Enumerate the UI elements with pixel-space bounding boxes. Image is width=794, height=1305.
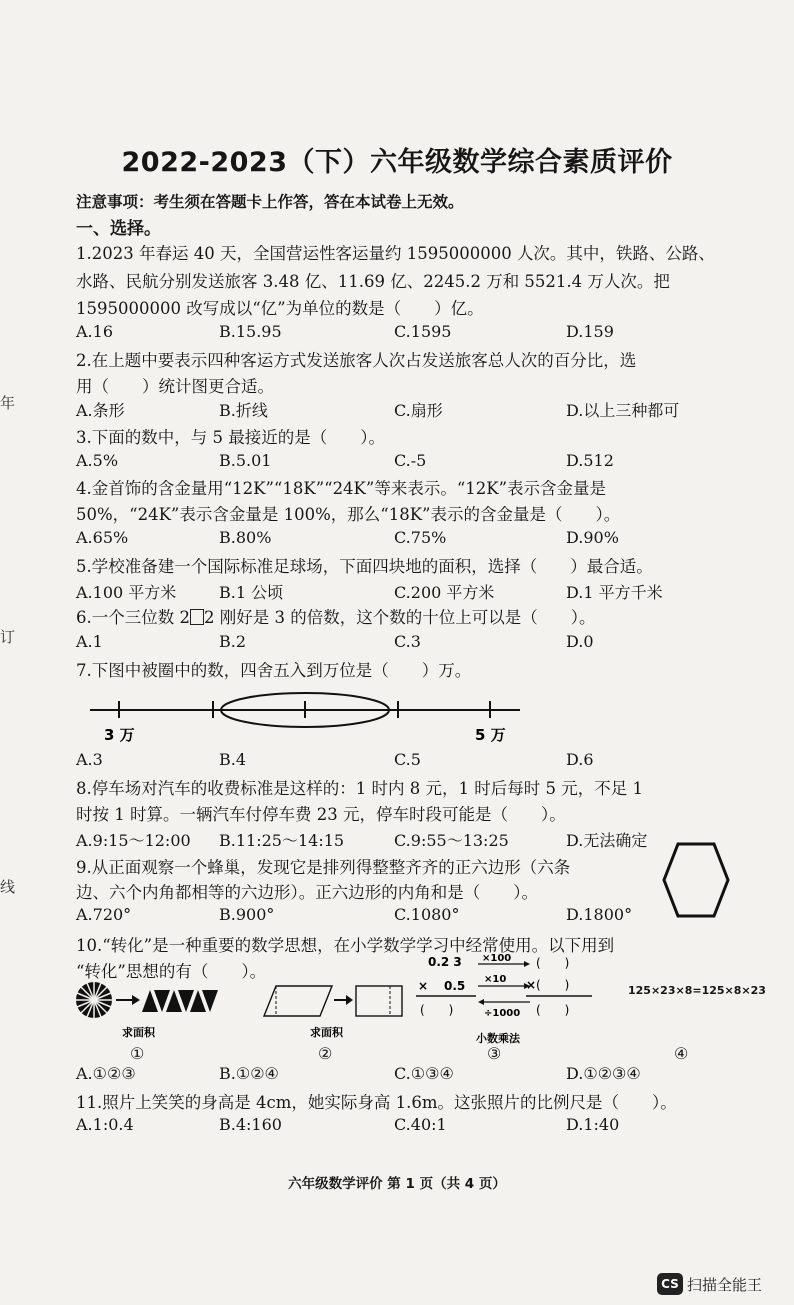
q3-option-c[interactable]: C.-5: [394, 451, 427, 470]
q1-line-2: 水路、民航分别发送旅客 3.48 亿、11.69 亿、2245.2 万和 5521.4 万人次。把: [76, 272, 670, 291]
q6-option-b[interactable]: B.2: [219, 632, 247, 651]
q7-label-left: 3 万: [104, 726, 135, 744]
arrow-head-icon: [524, 961, 530, 967]
q9-option-b[interactable]: B.900°: [219, 905, 275, 924]
q2-option-c[interactable]: C.扇形: [394, 401, 443, 420]
fig3-op3: ÷1000: [484, 1008, 521, 1019]
q6-option-d[interactable]: D.0: [566, 632, 594, 651]
fig3-op2: ×10: [484, 974, 507, 985]
q10-marker-4: ④: [674, 1044, 689, 1063]
hexagon-icon: [664, 844, 728, 916]
rectangle-icon: [356, 986, 402, 1016]
q10-fig1-caption: 求面积: [122, 1026, 155, 1039]
q5-option-d[interactable]: D.1 平方千米: [566, 583, 663, 602]
fig3-paren-left: ( ): [420, 1003, 454, 1017]
q3-option-b[interactable]: B.5.01: [219, 451, 272, 470]
q9-option-d[interactable]: D.1800°: [566, 905, 633, 924]
arrow-head-icon: [346, 995, 353, 1005]
q8-line-1: 8.停车场对汽车的收费标准是这样的：1 时内 8 元，1 时后每时 5 元，不足 1: [76, 779, 643, 798]
fig3-num2: 0.5: [444, 979, 466, 993]
q7-label-right: 5 万: [475, 726, 506, 744]
fig3-paren-3: ( ): [536, 1003, 570, 1017]
q1-option-b[interactable]: B.15.95: [219, 322, 282, 341]
q7-option-a[interactable]: A.3: [76, 750, 103, 769]
q6-options: [76, 632, 716, 654]
q7-option-b[interactable]: B.4: [219, 750, 247, 769]
q5-option-a[interactable]: A.100 平方米: [76, 583, 177, 602]
q9-option-a[interactable]: A.720°: [76, 905, 132, 924]
q2-line-1: 2.在上题中要表示四种客运方式发送旅客人次占发送旅客总人次的百分比，选: [76, 351, 637, 370]
q2-options: [76, 398, 716, 420]
circle-sector-lines: [76, 982, 112, 1018]
q11-option-a[interactable]: A.1:0.4: [76, 1115, 134, 1134]
arrow-head-icon: [132, 995, 140, 1005]
q7-option-d[interactable]: D.6: [566, 750, 594, 769]
fig3-num1: 0.2 3: [428, 955, 462, 969]
q8-option-a[interactable]: A.9:15～12:00: [76, 831, 191, 850]
q6-option-a[interactable]: A.1: [76, 632, 103, 651]
q6-text-post: 2 刚好是 3 的倍数，这个数的十位上可以是（ ）。: [204, 608, 596, 627]
fig3-paren-1: ( ): [536, 956, 570, 970]
parallelogram-icon: [264, 986, 332, 1016]
q9-options: [76, 905, 716, 927]
q4-line-1: 4.金首饰的含金量用“12K”“18K”“24K”等来表示。“12K”表示含金量是: [76, 479, 607, 498]
q9-line-2: 边、六个内角都相等的六边形）。正六边形的内角和是（ ）。: [76, 883, 538, 902]
q7-number-line: [90, 690, 530, 746]
edge-char-3: 线: [0, 878, 16, 896]
q5-option-b[interactable]: B.1 公顷: [219, 583, 284, 602]
scanner-brand-name: 扫描全能王: [687, 1275, 763, 1294]
hexagon-figure: [660, 840, 732, 920]
page-title: 2022-2023（下）六年级数学综合素质评价: [121, 147, 673, 178]
sawtooth-parallelogram-icon: [142, 990, 218, 1012]
q10-options: [76, 1064, 716, 1086]
q10-marker-2: ②: [318, 1044, 333, 1063]
q3-line-1: 3.下面的数中，与 5 最接近的是（ ）。: [76, 428, 385, 447]
q7-options: [76, 750, 716, 772]
q1-line-3: 1595000000 改写成以“亿”为单位的数是（ ）亿。: [76, 299, 484, 318]
q10-marker-3: ③: [487, 1044, 502, 1063]
q6-line-1: [76, 604, 736, 628]
scanner-watermark: [657, 1271, 762, 1297]
q11-options: [76, 1115, 716, 1137]
q10-marker-1: ①: [130, 1044, 145, 1063]
q11-option-d[interactable]: D.1:40: [566, 1115, 620, 1134]
q4-option-c[interactable]: C.75%: [394, 528, 447, 547]
q1-option-d[interactable]: D.159: [566, 322, 614, 341]
q10-fig4-formula: 125×23×8=125×8×23: [628, 984, 766, 997]
q7-option-c[interactable]: C.5: [394, 750, 421, 769]
q8-option-d[interactable]: D.无法确定: [566, 831, 648, 850]
q6-option-c[interactable]: C.3: [394, 632, 421, 651]
q8-option-c[interactable]: C.9:55～13:25: [394, 831, 509, 850]
q2-line-2: 用（ ）统计图更合适。: [76, 377, 274, 396]
fig3-times-1: ×: [418, 979, 429, 993]
q2-option-b[interactable]: B.折线: [219, 401, 268, 420]
q1-option-a[interactable]: A.16: [76, 322, 113, 341]
q10-line-2: “转化”思想的有（ ）。: [76, 962, 267, 981]
q5-option-c[interactable]: C.200 平方米: [394, 583, 495, 602]
page-footer: 六年级数学评价 第 1 页（共 4 页）: [288, 1176, 506, 1192]
q4-options: [76, 528, 716, 550]
scanner-logo-icon: CS: [657, 1273, 683, 1295]
q10-figure-2: [262, 978, 412, 1042]
fig3-op1: ×100: [482, 953, 512, 964]
q10-fig3-caption: 小数乘法: [476, 1032, 520, 1045]
q9-line-1: 9.从正面观察一个蜂巢，发现它是排列得整整齐齐的正六边形（六条: [76, 858, 571, 877]
q10-line-1: 10.“转化”是一种重要的数学思想，在小学数学学习中经常使用。以下用到: [76, 936, 615, 955]
arrow-head-icon: [478, 999, 484, 1005]
q1-line-1: 1.2023 年春运 40 天，全国营运性客运量约 1595000000 人次。其中，铁路、公路、: [76, 244, 715, 263]
q11-option-c[interactable]: C.40:1: [394, 1115, 447, 1134]
q9-option-c[interactable]: C.1080°: [394, 905, 460, 924]
q5-line-1: 5.学校准备建一个国际标准足球场，下面四块地的面积，选择（ ）最合适。: [76, 557, 653, 576]
q3-options: [76, 451, 716, 473]
section-heading: 一、选择。: [76, 219, 161, 239]
q4-option-a[interactable]: A.65%: [76, 528, 129, 547]
q10-option-c[interactable]: C.①③④: [394, 1064, 454, 1083]
q10-figure-1: [74, 978, 224, 1042]
q2-option-d[interactable]: D.以上三种都可: [566, 401, 680, 420]
q10-option-d[interactable]: D.①②③④: [566, 1064, 641, 1083]
q3-option-d[interactable]: D.512: [566, 451, 614, 470]
q11-line-1: 11.照片上笑笑的身高是 4cm，她实际身高 1.6m。这张照片的比例尺是（ ）。: [76, 1093, 677, 1112]
fig3-paren-2: ( ): [536, 978, 570, 992]
q10-figure-3: [414, 950, 598, 1046]
q8-options: [76, 828, 716, 850]
q6-digit-box: [190, 609, 204, 625]
q1-options: [76, 322, 716, 344]
q8-option-b[interactable]: B.11:25～14:15: [219, 831, 345, 850]
q10-option-a[interactable]: A.①②③: [76, 1064, 136, 1083]
q7-line-1: 7.下图中被圈中的数，四舍五入到万位是（ ）万。: [76, 661, 472, 680]
q8-line-2: 时按 1 时算。一辆汽车付停车费 23 元，停车时段可能是（ ）。: [76, 805, 566, 824]
q10-fig2-caption: 求面积: [310, 1026, 343, 1039]
q4-line-2: 50%，“24K”表示含金量是 100%，那么“18K”表示的含金量是（ ）。: [76, 505, 621, 524]
q5-options: [76, 580, 716, 602]
q3-option-a[interactable]: A.5%: [76, 451, 119, 470]
q11-option-b[interactable]: B.4:160: [219, 1115, 282, 1134]
notice-text: 注意事项：考生须在答题卡上作答，答在本试卷上无效。: [76, 193, 464, 211]
q4-option-d[interactable]: D.90%: [566, 528, 619, 547]
q10-option-b[interactable]: B.①②④: [219, 1064, 279, 1083]
fig3-times-2: ×: [526, 978, 537, 992]
q6-text-pre: 6.一个三位数 2: [76, 608, 190, 627]
q1-option-c[interactable]: C.1595: [394, 322, 452, 341]
q4-option-b[interactable]: B.80%: [219, 528, 272, 547]
edge-char-1: 年: [0, 394, 16, 412]
q2-option-a[interactable]: A.条形: [76, 401, 125, 420]
edge-char-2: 订: [0, 628, 16, 646]
